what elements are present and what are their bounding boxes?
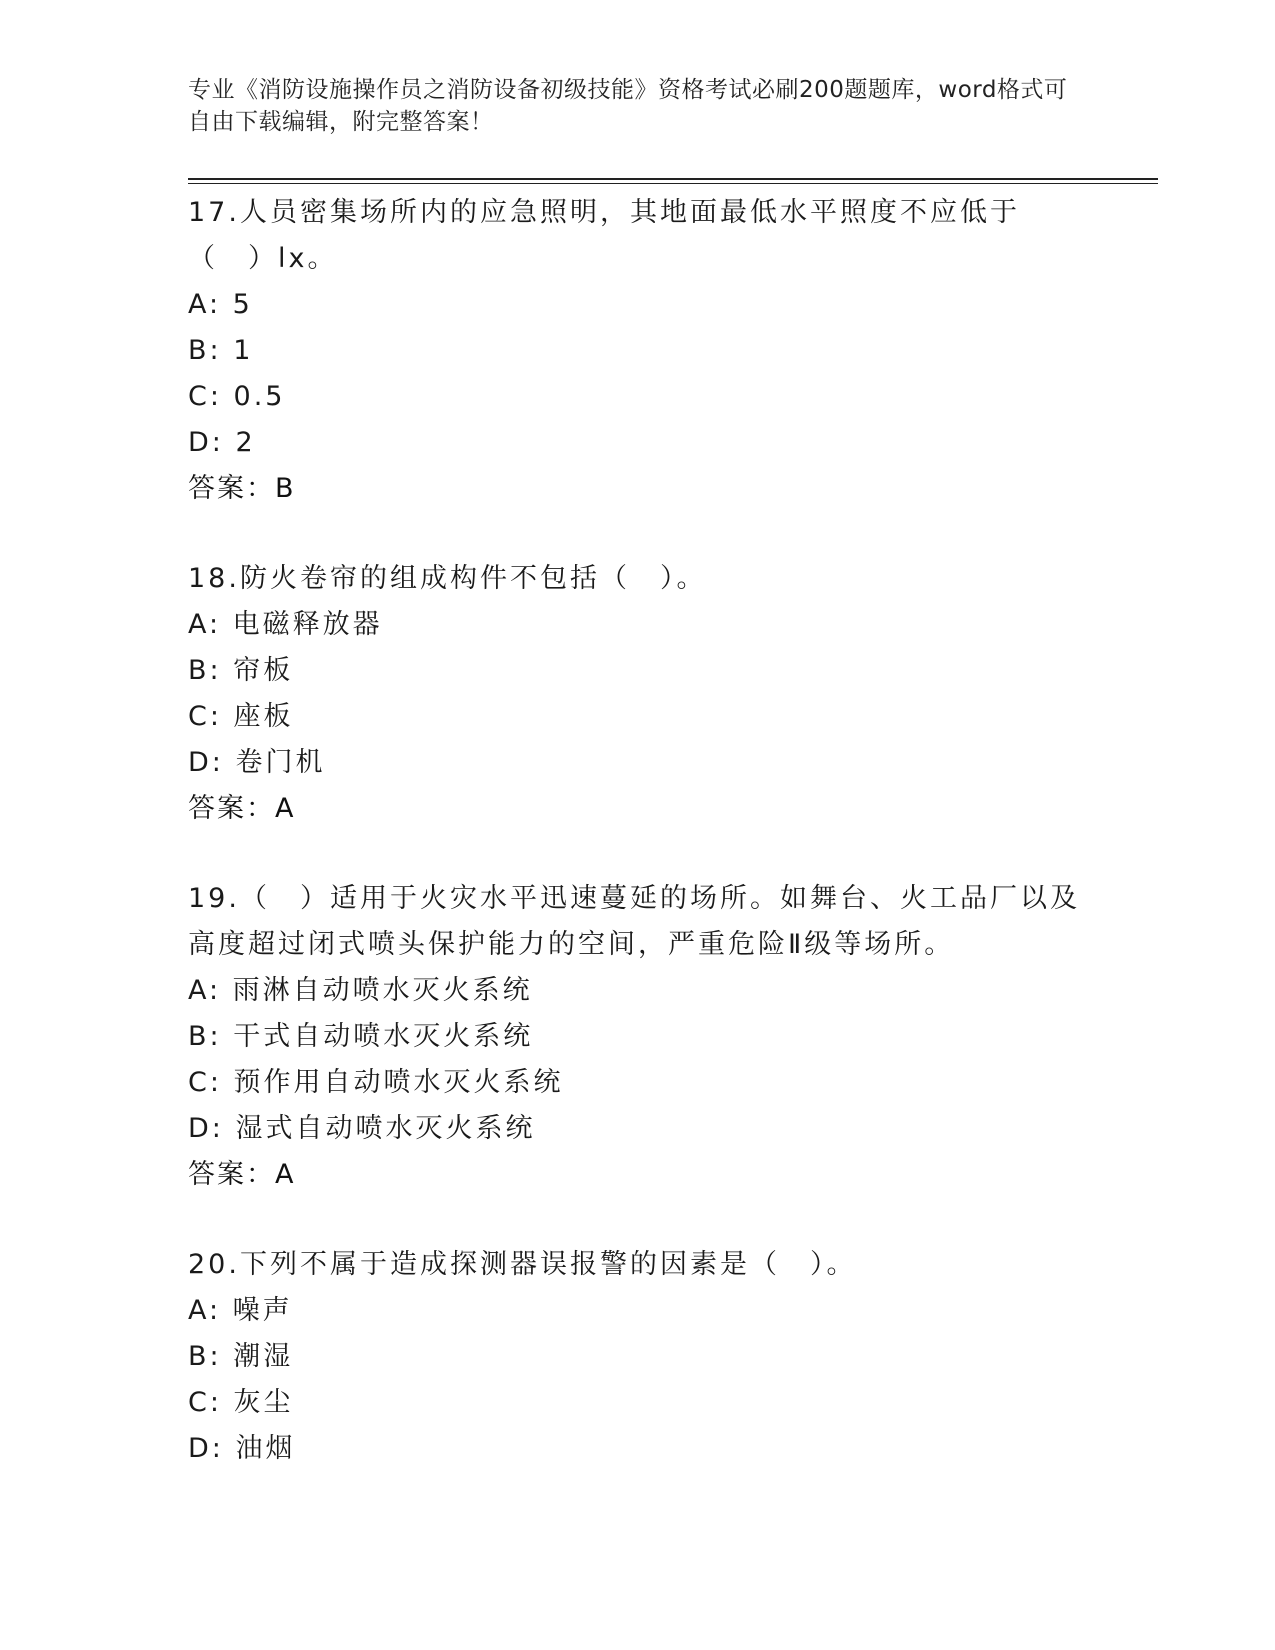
- question-18: [188, 556, 1088, 832]
- option-c: C: 预作用自动喷水灭火系统: [188, 1067, 564, 1098]
- option-b: B: 1: [188, 335, 254, 366]
- question-list: [188, 190, 1088, 1516]
- answer-line: 答案：A: [188, 793, 296, 824]
- answer-line: 答案：A: [188, 1159, 296, 1190]
- option-b: B: 干式自动喷水灭火系统: [188, 1021, 534, 1052]
- document-header: 专业《消防设施操作员之消防设备初级技能》资格考试必刷200题题库，word格式可自由下载编辑，附完整答案！: [188, 77, 1068, 135]
- option-c: C: 座板: [188, 701, 294, 732]
- question-stem: 18.防火卷帘的组成构件不包括（ ）。: [188, 563, 707, 594]
- option-a: A: 噪声: [188, 1295, 293, 1326]
- option-d: D: 2: [188, 427, 256, 458]
- option-c: C: 0.5: [188, 381, 286, 412]
- option-d: D: 卷门机: [188, 747, 326, 778]
- header-divider-thin: [188, 183, 1158, 184]
- option-a: A: 雨淋自动喷水灭火系统: [188, 975, 533, 1006]
- option-c: C: 灰尘: [188, 1387, 294, 1418]
- option-d: D: 油烟: [188, 1433, 296, 1464]
- question-19: [188, 876, 1088, 1198]
- option-b: B: 潮湿: [188, 1341, 294, 1372]
- header-divider-thick: [188, 178, 1158, 180]
- answer-line: 答案：B: [188, 473, 296, 504]
- option-a: A: 5: [188, 289, 253, 320]
- question-stem: 19.（ ）适用于火灾水平迅速蔓延的场所。如舞台、火工品厂以及高度超过闭式喷头保护能力的空间，严重危险Ⅱ级等场所。: [188, 883, 1080, 960]
- option-a: A: 电磁释放器: [188, 609, 383, 640]
- option-d: D: 湿式自动喷水灭火系统: [188, 1113, 536, 1144]
- option-b: B: 帘板: [188, 655, 294, 686]
- question-stem: 20.下列不属于造成探测器误报警的因素是（ ）。: [188, 1249, 857, 1280]
- question-17: [188, 190, 1088, 512]
- question-stem: 17.人员密集场所内的应急照明，其地面最低水平照度不应低于（ ）lx。: [188, 197, 1020, 274]
- question-20: [188, 1242, 1088, 1472]
